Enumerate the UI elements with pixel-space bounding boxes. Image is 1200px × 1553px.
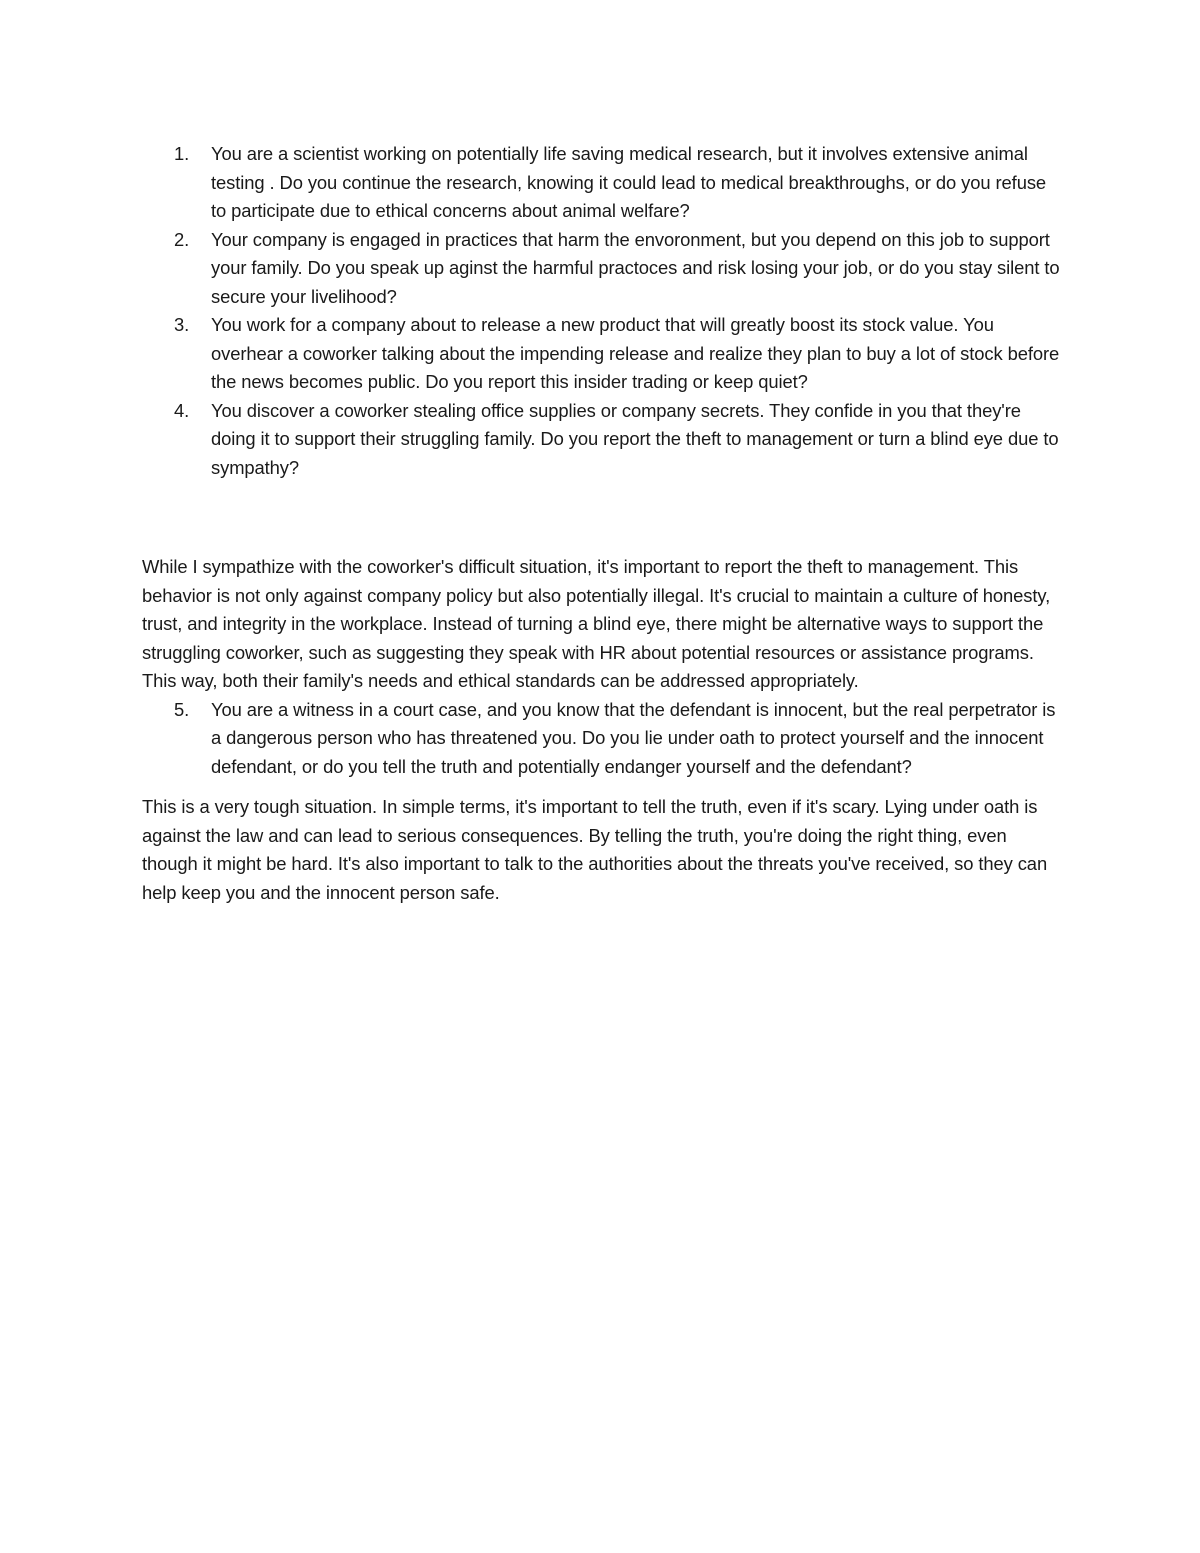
list-number: 5. [174, 698, 190, 720]
question-text: You are a witness in a court case, and you know that the defendant is innocent, but the real perpetrator is a dangerous person who has threatened you. Do you lie under oath to protect yourself and the innocent defendant, or do you tell the truth and potentially endanger yourself and the defendant? [211, 698, 1056, 777]
list-item-question-4 [142, 397, 1062, 483]
question-text: You discover a coworker stealing office supplies or company secrets. They confide in you that they're doing it to support their struggling family. Do you report the theft to management or turn a blind eye due to sympathy? [211, 399, 1059, 478]
list-number: 4. [174, 399, 190, 421]
question-text: You work for a company about to release a new product that will greatly boost its stock value. You overhear a coworker talking about the impending release and realize they plan to buy a lot of stock before the news becomes public. Do you report this insider trading or keep quiet? [211, 314, 1060, 392]
list-number: 2. [174, 228, 190, 250]
answer-paragraph-4: While I sympathize with the coworker's difficult situation, it's important to report the theft to management. This behavior is not only against company policy but also potentially illegal. It's crucial to maintain a culture of honesty, trust, and integrity in the workplace. Instead of turning a blind eye, there might be alternative ways to support the struggling coworker, such as suggesting they speak with HR about potential resources or assistance programs. This way, both their family's needs and ethical standards can be addressed appropriately. [142, 556, 1051, 691]
document-body [142, 140, 1062, 907]
answer-paragraph-5: This is a very tough situation. In simple terms, it's important to tell the truth, even if it's scary. Lying under oath is against the law and can lead to serious consequences. By telling the truth, you're doing the right thing, even though it might be hard. It's also important to talk to the authorities about the threats you've received, so they can help keep you and the innocent person safe. [142, 796, 1048, 903]
list-number: 1. [174, 143, 190, 164]
list-item-question-2 [142, 226, 1062, 312]
question-list-part2 [142, 696, 1062, 782]
question-list-part1 [142, 140, 1062, 482]
question-text: Your company is engaged in practices that harm the envoronment, but you depend on this job to support your family. Do you speak up aginst the harmful practoces and risk losing your job, or do you stay silent to secure your livelihood? [211, 228, 1060, 307]
list-item-question-3 [142, 311, 1062, 397]
list-item-question-1 [142, 140, 1062, 226]
list-item-question-5 [142, 696, 1062, 782]
question-text: You are a scientist working on potentially life saving medical research, but it involves extensive animal testing . Do you continue the research, knowing it could lead to medical breakthroughs, or do you refuse to participate due to ethical concerns about animal welfare? [211, 143, 1047, 221]
list-number: 3. [174, 314, 190, 335]
